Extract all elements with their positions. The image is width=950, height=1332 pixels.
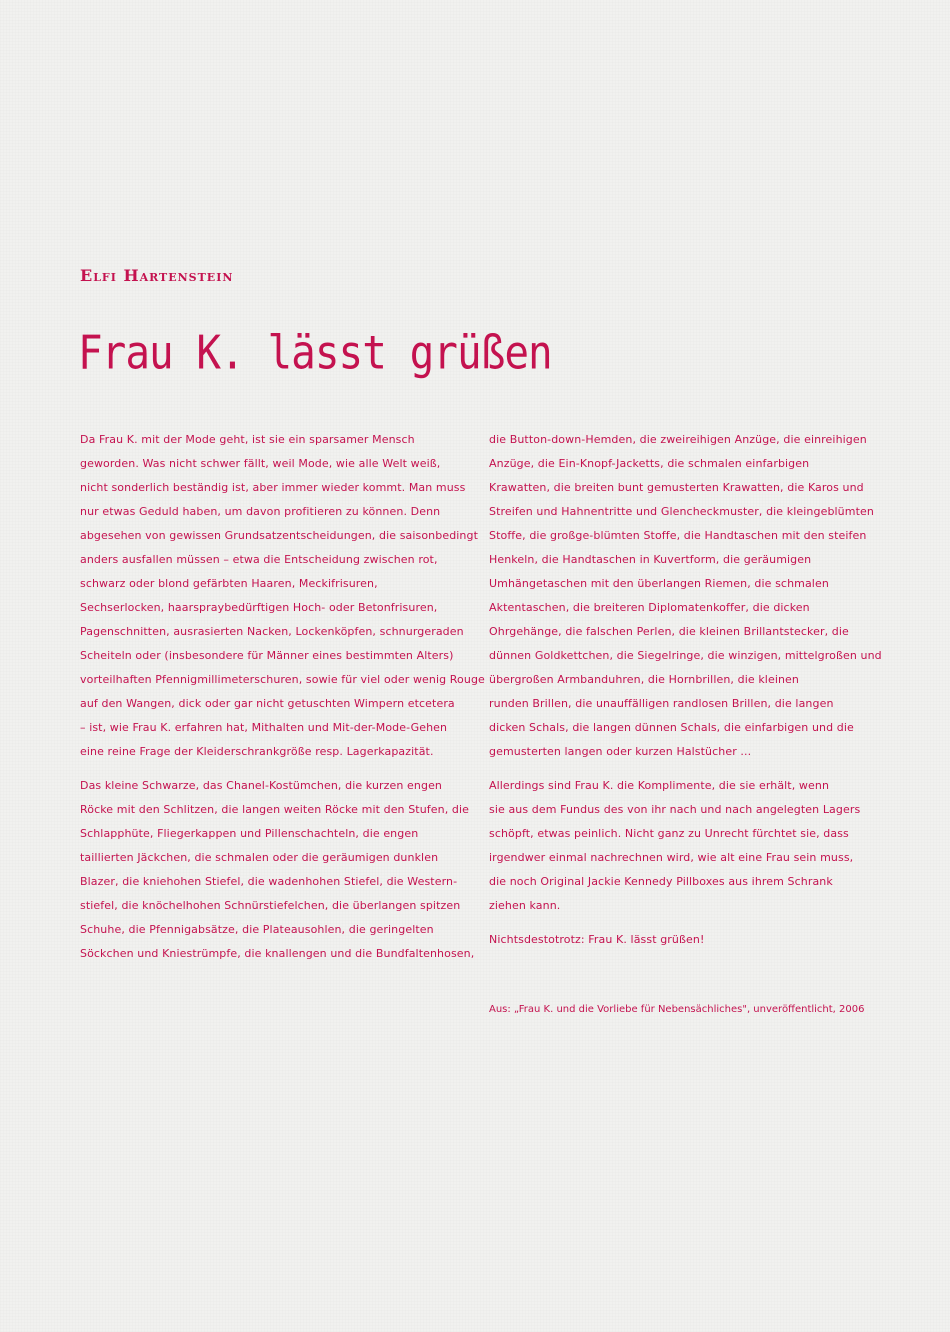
text-line: Allerdings sind Frau K. die Komplimente, die sie erhält, wenn — [489, 779, 830, 792]
text-line: Pagenschnitten, ausrasierten Nacken, Lockenköpfen, schnurgeraden — [80, 625, 464, 638]
paragraph — [489, 774, 875, 918]
text-line: geworden. Was nicht schwer fällt, weil Mode, wie alle Welt weiß, — [80, 457, 441, 470]
text-line: Söckchen und Kniestrümpfe, die knallengen und die Bundfaltenhosen, — [80, 947, 475, 960]
text-line: die noch Original Jackie Kennedy Pillboxes aus ihrem Schrank — [489, 875, 833, 888]
text-line: runden Brillen, die unauffälligen randlosen Brillen, die langen — [489, 697, 834, 710]
text-line: dünnen Goldkettchen, die Siegelringe, die winzigen, mittelgroßen und — [489, 649, 882, 662]
text-line: sie aus dem Fundus des von ihr nach und nach angelegten Lagers — [489, 803, 861, 816]
text-line: nicht sonderlich beständig ist, aber immer wieder kommt. Man muss — [80, 481, 466, 494]
text-line: – ist, wie Frau K. erfahren hat, Mithalten und Mit-der-Mode-Gehen — [80, 721, 448, 734]
text-line: die Button-down-Hemden, die zweireihigen Anzüge, die einreihigen — [489, 433, 867, 446]
author-name: Elfi Hartenstein — [80, 266, 234, 285]
text-line: Henkeln, die Handtaschen in Kuvertform, die geräumigen — [489, 553, 812, 566]
paragraph — [489, 428, 882, 764]
text-line: Scheiteln oder (insbesondere für Männer eines bestimmten Alters) — [80, 649, 454, 662]
text-line: gemusterten langen oder kurzen Halstücher ... — [489, 745, 752, 758]
text-line: Da Frau K. mit der Mode geht, ist sie ein sparsamer Mensch — [80, 433, 415, 446]
paragraph — [80, 428, 485, 764]
text-line: Röcke mit den Schlitzen, die langen weiten Röcke mit den Stufen, die — [80, 803, 470, 816]
text-line: Anzüge, die Ein-Knopf-Jacketts, die schmalen einfarbigen — [489, 457, 810, 470]
left-column — [80, 428, 485, 966]
text-line: ziehen kann. — [489, 899, 561, 912]
source-citation: Aus: „Frau K. und die Vorliebe für Nebensächliches", unveröffentlicht, 2006 — [489, 1004, 865, 1015]
text-line: auf den Wangen, dick oder gar nicht getuschten Wimpern etcetera — [80, 697, 455, 710]
text-line: anders ausfallen müssen – etwa die Entscheidung zwischen rot, — [80, 553, 438, 566]
text-line: Streifen und Hahnentritte und Glencheckmuster, die kleingeblümten — [489, 505, 874, 518]
text-line: Aktentaschen, die breiteren Diplomatenkoffer, die dicken — [489, 601, 810, 614]
text-line: schwarz oder blond gefärbten Haaren, Meckifrisuren, — [80, 577, 378, 590]
text-line: stiefel, die knöchelhohen Schnürstiefelchen, die überlangen spitzen — [80, 899, 461, 912]
text-line: Sechserlocken, haarspraybedürftigen Hoch- oder Betonfrisuren, — [80, 601, 438, 614]
text-line: Stoffe, die großge-blümten Stoffe, die Handtaschen mit den steifen — [489, 529, 867, 542]
text-line: Schuhe, die Pfennigabsätze, die Plateausohlen, die geringelten — [80, 923, 434, 936]
text-line: irgendwer einmal nachrechnen wird, wie alt eine Frau sein muss, — [489, 851, 854, 864]
text-line: Nichtsdestotrotz: Frau K. lässt grüßen! — [489, 933, 705, 946]
text-line: Ohrgehänge, die falschen Perlen, die kleinen Brillantstecker, die — [489, 625, 849, 638]
text-line: eine reine Frage der Kleiderschrankgröße resp. Lagerkapazität. — [80, 745, 434, 758]
text-line: Umhängetaschen mit den überlangen Riemen, die schmalen — [489, 577, 829, 590]
right-column — [489, 428, 882, 952]
text-line: dicken Schals, die langen dünnen Schals, die einfarbigen und die — [489, 721, 854, 734]
paragraph — [489, 928, 875, 952]
text-line: Schlapphüte, Fliegerkappen und Pillenschachteln, die engen — [80, 827, 419, 840]
paragraph — [80, 774, 475, 966]
text-line: Krawatten, die breiten bunt gemusterten Krawatten, die Karos und — [489, 481, 864, 494]
page-title: Frau K. lässt grüßen — [78, 326, 552, 380]
text-line: Das kleine Schwarze, das Chanel-Kostümchen, die kurzen engen — [80, 779, 443, 792]
text-line: übergroßen Armbanduhren, die Hornbrillen, die kleinen — [489, 673, 799, 686]
text-line: abgesehen von gewissen Grundsatzentscheidungen, die saisonbedingt — [80, 529, 479, 542]
text-line: vorteilhaften Pfennigmillimeterschuren, sowie für viel oder wenig Rouge — [80, 673, 485, 686]
text-line: taillierten Jäckchen, die schmalen oder die geräumigen dunklen — [80, 851, 439, 864]
text-line: Blazer, die kniehohen Stiefel, die wadenhohen Stiefel, die Western- — [80, 875, 458, 888]
text-line: nur etwas Geduld haben, um davon profitieren zu können. Denn — [80, 505, 441, 518]
text-line: schöpft, etwas peinlich. Nicht ganz zu Unrecht fürchtet sie, dass — [489, 827, 849, 840]
